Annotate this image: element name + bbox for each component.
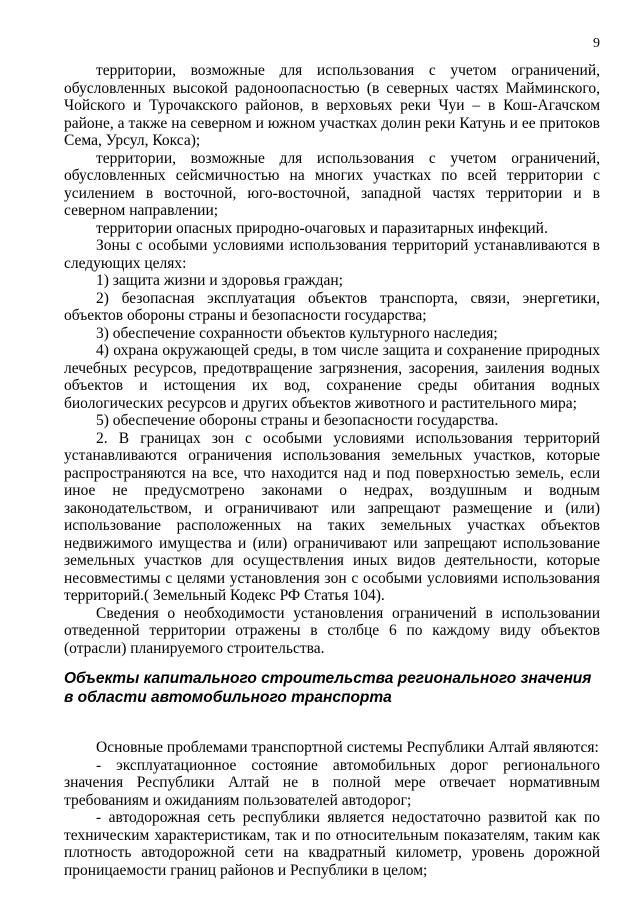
list-item: - автодорожная сеть республики является недостаточно развитой как по техническим характеристикам, так и по относительным показателям, таким как плотность автодорожной сети на квадратный километр, уровень дорожной проницаемости границ районов и Республики в целом; <box>64 809 600 879</box>
list-item: 1) защита жизни и здоровья граждан; <box>96 272 343 289</box>
list-item: - эксплуатационное состояние автомобильных дорог регионального значения Республики Алтай не в полной мере отвечает нормативным требованиям и ожиданиям пользователей автодорог; <box>64 756 600 809</box>
section-heading: Объекты капитального строительства регионального значения в области автомобильного транспорта <box>64 670 592 706</box>
paragraph: Сведения о необходимости установления ограничений в использовании отведенной территории отражены в столбце 6 по каждому виду объектов (отрасли) планируемого строительства. <box>64 604 600 657</box>
paragraph: территории опасных природно-очаговых и паразитарных инфекций. <box>96 219 548 237</box>
page-number: 9 <box>593 36 600 51</box>
list-item: 2) безопасная эксплуатация объектов транспорта, связи, энергетики, объектов обороны страны и безопасности государства; <box>64 289 600 324</box>
paragraph: Зоны с особыми условиями использования территорий устанавливаются в следующих целях: <box>64 237 600 272</box>
paragraph: территории, возможные для использования с учетом ограничений, обусловленных высокой радоноопасностью (в северных частях Майминского, Чойского и Турочакского районов, в верховьях реки Чуи – в Кош-Агачском районе, а также на северном и южном участках долин реки Катунь и ее притоков Сема, Урсул, Кокса); <box>64 62 600 149</box>
document-body <box>64 62 600 879</box>
list-item: 5) обеспечение обороны страны и безопасности государства. <box>96 412 499 429</box>
paragraph: территории, возможные для использования с учетом ограничений, обусловленных сейсмичностью на многих участках по всей территории с усилением в восточной, юго-восточной, западной частях территории и в северном направлении; <box>64 149 600 219</box>
paragraph: Основные проблемами транспортной системы Республики Алтай являются: <box>96 739 599 756</box>
list-item: 4) охрана окружающей среды, в том числе защита и сохранение природных лечебных ресурсов, предотвращение загрязнения, засорения, заиления водных объектов и истощения их вод, сохранение среды обитания водных биологических ресурсов и других объектов животного и растительного мира; <box>64 342 600 412</box>
list-item: 3) обеспечение сохранности объектов культурного наследия; <box>96 324 498 342</box>
paragraph: 2. В границах зон с особыми условиями использования территорий устанавливаются ограничения использования земельных участков, которые распространяются на все, что находится над и под поверхностью земель, если иное не предусмотрено законами о недрах, воздушным и водным законодательством, и ограничивают или запрещают размещение и (или) использование расположенных на таких земельных участках объектов недвижимого имущества и (или) ограничивают или запрещают использование земельных участков для осуществления иных видов деятельности, которые несовместимы с целями установления зон с особыми условиями использования территорий.( Земельный Кодекс РФ Статья 104). <box>64 429 600 604</box>
